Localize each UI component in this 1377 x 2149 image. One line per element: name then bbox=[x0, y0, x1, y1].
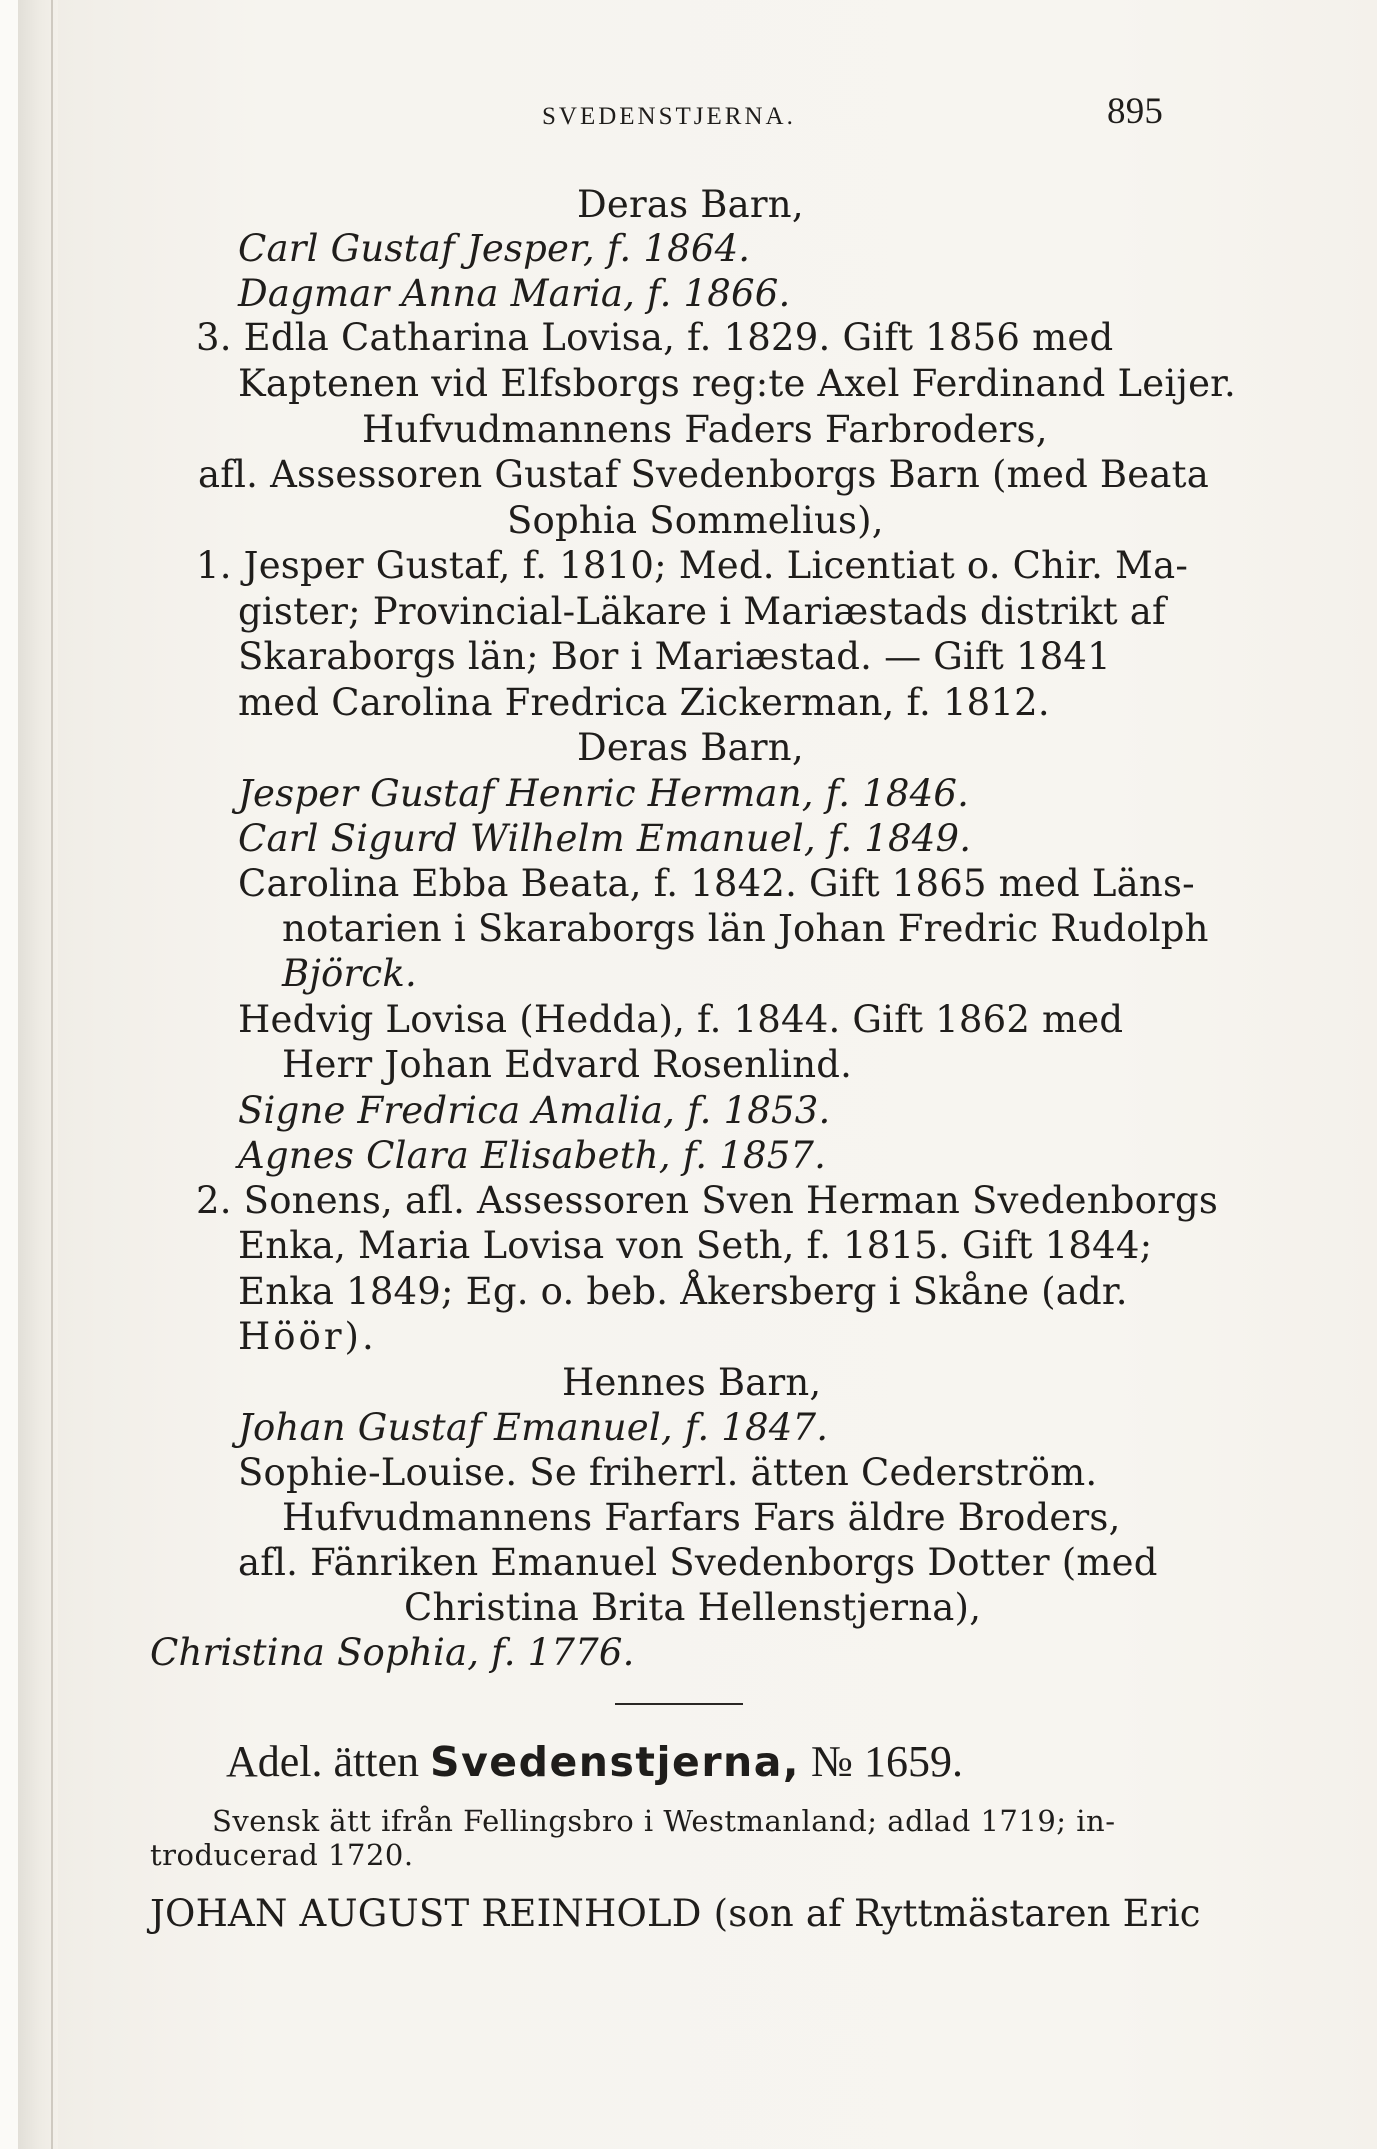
entry-text: 2. Sonens, afl. Assessoren Sven Herman Svedenborgs bbox=[196, 1179, 1219, 1222]
section-intro-line-2: troducerad 1720. bbox=[150, 1838, 414, 1872]
entry-text: Carolina Ebba Beata, f. 1842. Gift 1865 med Läns- bbox=[238, 862, 1195, 905]
entry-med-carolina: med Carolina Fredrica Zickerman, f. 1812. bbox=[238, 681, 1050, 724]
entry-skaraborgs-lan bbox=[238, 635, 1222, 679]
running-head: SVEDENSTJERNA. bbox=[542, 103, 796, 130]
entry-bjorck: Björck. bbox=[282, 952, 417, 995]
entry-text: Kaptenen vid Elfsborgs reg:te Axel Ferdinand Leijer. bbox=[238, 362, 1236, 405]
heading-family-name: Svedenstjerna, bbox=[430, 1738, 800, 1786]
intro-text: Svensk ätt ifrån Fellingsbro i Westmanland; adlad 1719; in- bbox=[212, 1804, 1116, 1838]
entry-sophie-louise: Sophie-Louise. Se friherrl. ätten Cederström. bbox=[238, 1451, 1098, 1494]
subheading-farfars-fars: Hufvudmannens Farfars Fars äldre Broders, bbox=[282, 1496, 1121, 1539]
page-edge-line bbox=[51, 0, 53, 2149]
entry-text: 3. Edla Catharina Lovisa, f. 1829. Gift 1856 med bbox=[196, 316, 1114, 359]
heading-number: № 1659. bbox=[810, 1737, 963, 1786]
entry-carl-gustaf-jesper: Carl Gustaf Jesper, f. 1864. bbox=[238, 227, 751, 270]
entry-afl-assessoren-gustaf bbox=[198, 453, 1209, 497]
entry-sophia-sommelius: Sophia Sommelius), bbox=[507, 499, 884, 542]
entry-jesper-gustaf-henric: Jesper Gustaf Henric Herman, f. 1846. bbox=[238, 772, 970, 815]
entry-johan-gustaf-emanuel: Johan Gustaf Emanuel, f. 1847. bbox=[238, 1406, 829, 1449]
entry-text: notarien i Skaraborgs län Johan Fredric Rudolph bbox=[282, 907, 1209, 950]
entry-hoor: Höör). bbox=[238, 1315, 377, 1358]
entry-christina-sophia: Christina Sophia, f. 1776. bbox=[150, 1631, 635, 1674]
page-number: 895 bbox=[1107, 91, 1164, 132]
entry-text: Enka 1849; Eg. o. beb. Åkersberg i Skåne (adr. bbox=[238, 1270, 1128, 1313]
entry-christina-brita: Christina Brita Hellenstjerna), bbox=[404, 1586, 982, 1629]
entry-kaptenen-line bbox=[238, 362, 1236, 406]
entry-signe-fredrica-amalia: Signe Fredrica Amalia, f. 1853. bbox=[238, 1089, 831, 1132]
entry-text: gister; Provincial-Läkare i Mariæstads distrikt af bbox=[238, 590, 1166, 633]
entry-carolina-ebba-beata bbox=[238, 862, 1222, 906]
subheading-hennes-barn: Hennes Barn, bbox=[562, 1361, 822, 1404]
entry-johan-august-reinhold bbox=[150, 1892, 1222, 1936]
entry-gister-provincial bbox=[238, 590, 1222, 634]
entry-herr-johan-edvard: Herr Johan Edvard Rosenlind. bbox=[282, 1043, 853, 1086]
subheading-deras-barn: Deras Barn, bbox=[577, 183, 804, 226]
entry-hedvig-lovisa bbox=[238, 998, 1222, 1042]
entry-text: afl. Assessoren Gustaf Svedenborgs Barn (med Beata bbox=[198, 453, 1209, 496]
entry-sonens bbox=[196, 1179, 1222, 1223]
entry-edla-catharina-lovisa bbox=[196, 316, 1224, 360]
entry-jesper-gustaf bbox=[196, 544, 1222, 588]
entry-text: JOHAN AUGUST REINHOLD (son af Ryttmästaren Eric bbox=[150, 1892, 1201, 1935]
entry-text: Enka, Maria Lovisa von Seth, f. 1815. Gift 1844; bbox=[238, 1224, 1153, 1267]
subheading-faders-farbroders: Hufvudmannens Faders Farbroders, bbox=[362, 408, 1048, 451]
section-divider bbox=[615, 1703, 743, 1705]
entry-afl-fanriken: afl. Fänriken Emanuel Svedenborgs Dotter (med bbox=[238, 1541, 1158, 1584]
entry-carl-sigurd-wilhelm: Carl Sigurd Wilhelm Emanuel, f. 1849. bbox=[238, 817, 972, 860]
entry-text: Hedvig Lovisa (Hedda), f. 1844. Gift 1862 med bbox=[238, 998, 1124, 1041]
entry-agnes-clara-elisabeth: Agnes Clara Elisabeth, f. 1857. bbox=[238, 1134, 827, 1177]
entry-dagmar-anna-maria: Dagmar Anna Maria, f. 1866. bbox=[238, 272, 791, 315]
section-intro-line-1 bbox=[212, 1804, 1222, 1838]
entry-text: 1. Jesper Gustaf, f. 1810; Med. Licentiat o. Chir. Ma- bbox=[196, 544, 1189, 587]
entry-notarien bbox=[282, 907, 1222, 951]
entry-enka-maria-lovisa bbox=[238, 1224, 1222, 1268]
section-heading bbox=[226, 1735, 963, 1789]
entry-enka-1849 bbox=[238, 1270, 1222, 1314]
heading-prefix: Adel. ätten bbox=[226, 1737, 420, 1786]
entry-text: Skaraborgs län; Bor i Mariæstad. — Gift 1841 bbox=[238, 635, 1111, 678]
subheading-deras-barn-2: Deras Barn, bbox=[577, 726, 804, 769]
